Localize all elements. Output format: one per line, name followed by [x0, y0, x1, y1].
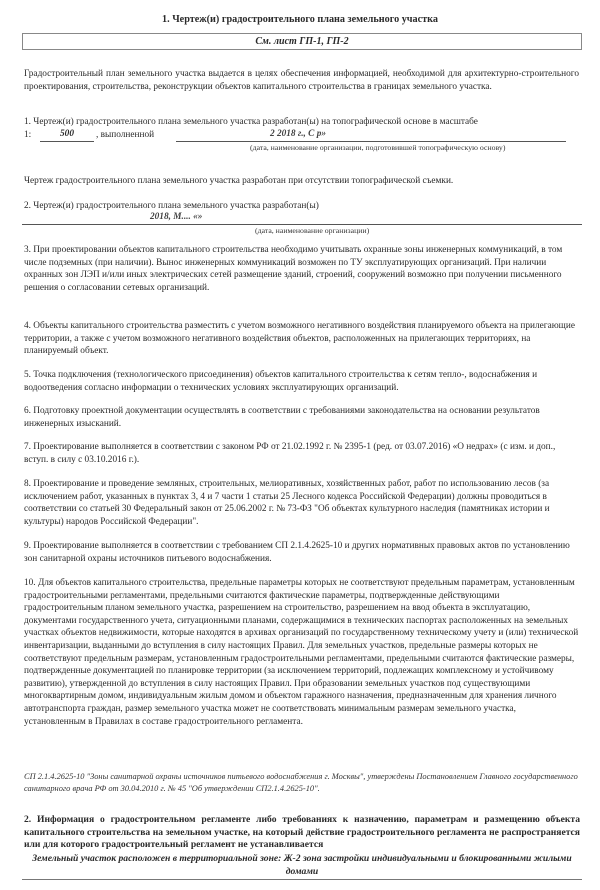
scale-value: 500	[60, 129, 74, 139]
point-8: 8. Проектирование и проведение земляных, строительных, мелиоративных, хозяйственных работ, работ по использованию лесов (за исключением работ, указанных в пунктах 3, 4 и 7 части 1 статьи 25 Лесного кодекса Российской Федерации) должны проводиться в соответствии со статьей 30 Федеральный закон от 25.06.2002 г. № 73-ФЗ "Об объектах культурного наследия (памятниках истории и культуры) народов Российской Федерации".	[24, 479, 550, 527]
point-4: 4. Объекты капитального строительства разместить с учетом возможного негативного воздействия планируемого объекта на прилегающие территории, а также с учетом возможного негативного воздействия объектов, расположенных на прилегающих территориях, на планируемый объект.	[24, 321, 575, 357]
performed-field	[176, 129, 566, 142]
item-1-line: 1. Чертеж(и) градостроительного плана земельного участка разработан(ы) на топографической основе в масштабе	[24, 117, 478, 127]
sheet-reference-box: См. лист ГП-1, ГП-2	[22, 33, 582, 50]
point-9: 9. Проектирование выполняется в соответствии с требованием СП 2.1.4.2625-10 и других нормативных правовых актов по установлению зон санитарной охраны источников питьевого водоснабжения.	[24, 541, 570, 564]
intro-paragraph: Градостроительный план земельного участка выдается в целях обеспечения информацией, необходимой для архитектурно-строительного проектирования, строительства, реконструкции объектов капитального строительства в границах земельного участка.	[24, 69, 579, 92]
scale-prefix: 1:	[24, 130, 32, 140]
point-10: 10. Для объектов капитального строительства, предельные параметры которых не соответствуют предельным параметрам, установленным градостроительными регламентами, предельными считаются фактические параметры, подтвержденные действующими градостроительным планом земельного участка, разрешением на строительство, разрешением на ввод объекта в эксплуатацию, документами государственного учета, ситуационными планами, содержащимися в технических паспортах расположенных на земельных участках объектов недвижимости, которые находятся в архивах организаций по государственному техническому учету и (или) технической инвентаризации, выданными до вступления в силу настоящих Правил. Для земельных участков, предельные размеры которых не соответствуют предельным размерам, установленным градостроительными регламентами, предельными считаются фактические размеры, подтвержденные документацией по планировке территории (за исключением территорий, подлежащих комплексному и устойчивому развитию), утвержденной до вступления в силу настоящих Правил. При образовании земельных участков под существующими многоквартирным домом, индивидуальным жилым домом и объектом гаражного назначения, предназначенным для хранения личного автотранспорта граждан, размер земельного участка может не соответствовать минимальным размерам земельного участка, установленным в Правилах в составе градостроительного регламента.	[24, 578, 579, 727]
section-1-title: 1. Чертеж(и) градостроительного плана земельного участка	[162, 14, 438, 25]
point-7: 7. Проектирование выполняется в соответствии с законом РФ от 21.02.1992 г. № 2395-1 (ред. от 03.07.2016) «О недрах» (с изм. и доп., вступ. в силу с 03.10.2016 г.).	[24, 442, 556, 465]
performed-label: , выполненной	[96, 130, 155, 140]
performed-value: 2 2018 г., С р»	[270, 129, 326, 139]
developer-value: 2018, ‌М.... «»	[150, 212, 203, 222]
item-2-line: 2. Чертеж(и) градостроительного плана земельного участка разработан(ы)	[24, 201, 319, 211]
point-5: 5. Точка подключения (технологического присоединения) объектов капитального строительства к сетям тепло-, водоснабжения и водоотведения согласно информации о технических условиях эксплуатирующих организаций.	[24, 370, 538, 393]
section-2-title: 2. Информация о градостроительном регламенте либо требованиях к назначению, параметрам и размещению объекта капитального строительства на земельном участке, на который действие градостроительного регламента не распространяется или для которого градостроительный регламент не устанавливается	[24, 814, 580, 851]
zone-text: Земельный участок расположен в территориальной зоне: Ж-2 зона застройки индивидуальными и блокированными жилыми домами	[32, 853, 572, 877]
footnote: СП 2.1.4.2625-10 "Зоны санитарной охраны источников питьевого водоснабжения г. Москвы", утверждены Постановлением Главного государственного санитарного врача РФ от 30.04.2010 г. № 45 "Об утверждении СП2.1.4.2625-10".	[24, 772, 578, 793]
developer-field	[22, 212, 582, 225]
no-survey-note: Чертеж градостроительного плана земельного участка разработан при отсутствии топографической съемки.	[24, 176, 454, 186]
point-3: 3. При проектировании объектов капитального строительства необходимо учитывать охранные зоны инженерных коммуникаций, в том числе подземных (при наличии). Вынос инженерных коммуникаций возможен по ТУ эксплуатирующих организаций. При наличии охранных зон ЛЭП и/или иных электрических сетей размещение зданий, строений, сооружений возможно при получении письменного решения о согласовании сетевых организаций.	[24, 245, 563, 293]
performed-caption: (дата, наименование организации, подготовившей топографическую основу)	[250, 143, 506, 152]
bottom-rule	[22, 879, 582, 880]
developer-caption: (дата, наименование организации)	[255, 226, 370, 235]
point-6: 6. Подготовку проектной документации осуществлять в соответствии с требованиями законодательства на основании результатов инженерных изысканий.	[24, 406, 540, 429]
